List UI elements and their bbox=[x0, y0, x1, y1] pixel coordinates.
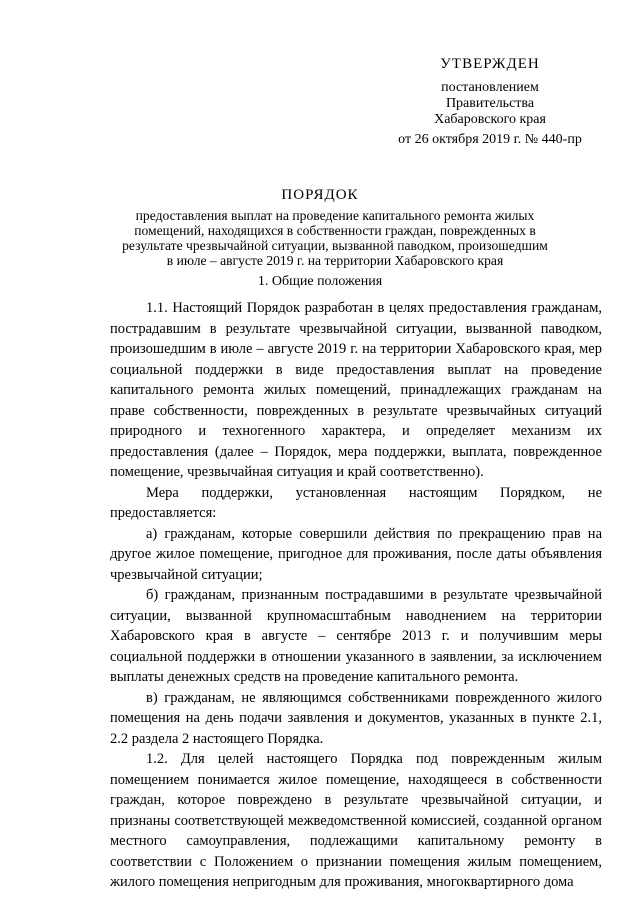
approval-line-2: Правительства bbox=[445, 96, 535, 111]
section-heading: 1. Общие положения bbox=[257, 274, 383, 289]
approval-heading: УТВЕРЖДЕН bbox=[440, 56, 540, 72]
paragraph-1-2: 1.2. Для целей настоящего Порядка под поврежденным жилым помещением понимается жилое помещение, находящееся в собственности граждан, которое повреждено в результате чрезвычайной ситуации, и признаны соответствующей межведомственной комиссией, созданной органом местного самоуправления, подлежащими капитальному ремонту в соответствии с Положением о признании помещения жилым помещением, жилого помещения непригодным для проживания, многоквартирного дома bbox=[110, 751, 602, 890]
document-body bbox=[110, 298, 602, 893]
paragraph-item-c: в) гражданам, не являющимся собственниками поврежденного жилого помещения на день подачи заявления и документов, указанных в пункте 2.1, 2.2 раздела 2 настоящего Порядка. bbox=[110, 689, 602, 747]
paragraph-1-1: 1.1. Настоящий Порядок разработан в целях предоставления гражданам, пострадавшим в результате чрезвычайной ситуации, вызванной паводком, произошедшим в июле – августе 2019 г. на территории Хабаровского края, мер социальной поддержки в виде предоставления выплат на проведение капитального ремонта жилых помещений, принадлежащих гражданам на праве собственности, поврежденных в результате чрезвычайных ситуаций природного и техногенного характера, и определяет механизм их предоставления (далее – Порядок, мера поддержки, выплата, поврежденное помещение, чрезвычайная ситуация и край соответственно). bbox=[110, 300, 602, 480]
approval-block bbox=[380, 56, 600, 148]
approval-line-1: постановлением bbox=[441, 80, 539, 95]
paragraph-item-b: б) гражданам, признанным пострадавшими в результате чрезвычайной ситуации, вызванной крупномасштабным наводнением на территории Хабаровского края в августе – сентябре 2013 г. и получившим меры социальной поддержки в отношении указанного в заявлении, за исключением выплаты денежных средств на проведение капитального ремонта. bbox=[110, 587, 602, 685]
document-subtitle: предоставления выплат на проведение капитального ремонта жилых помещений, находящихся в собственности граждан, поврежденных в результате чрезвычайной ситуации, вызванной паводком, произошедшим в июле – августе 2019 г. на территории Хабаровского края bbox=[122, 208, 548, 268]
paragraph-exclusions-intro: Мера поддержки, установленная настоящим Порядком, не предоставляется: bbox=[110, 484, 602, 521]
paragraph-item-a: а) гражданам, которые совершили действия по прекращению прав на другое жилое помещение, пригодное для проживания, после даты объявления чрезвычайной ситуации; bbox=[110, 525, 602, 583]
approval-line-3: Хабаровского края bbox=[434, 112, 546, 127]
document-title: ПОРЯДОК bbox=[281, 187, 359, 203]
approval-date: от 26 октября 2019 г. № 440-пр bbox=[398, 132, 582, 147]
